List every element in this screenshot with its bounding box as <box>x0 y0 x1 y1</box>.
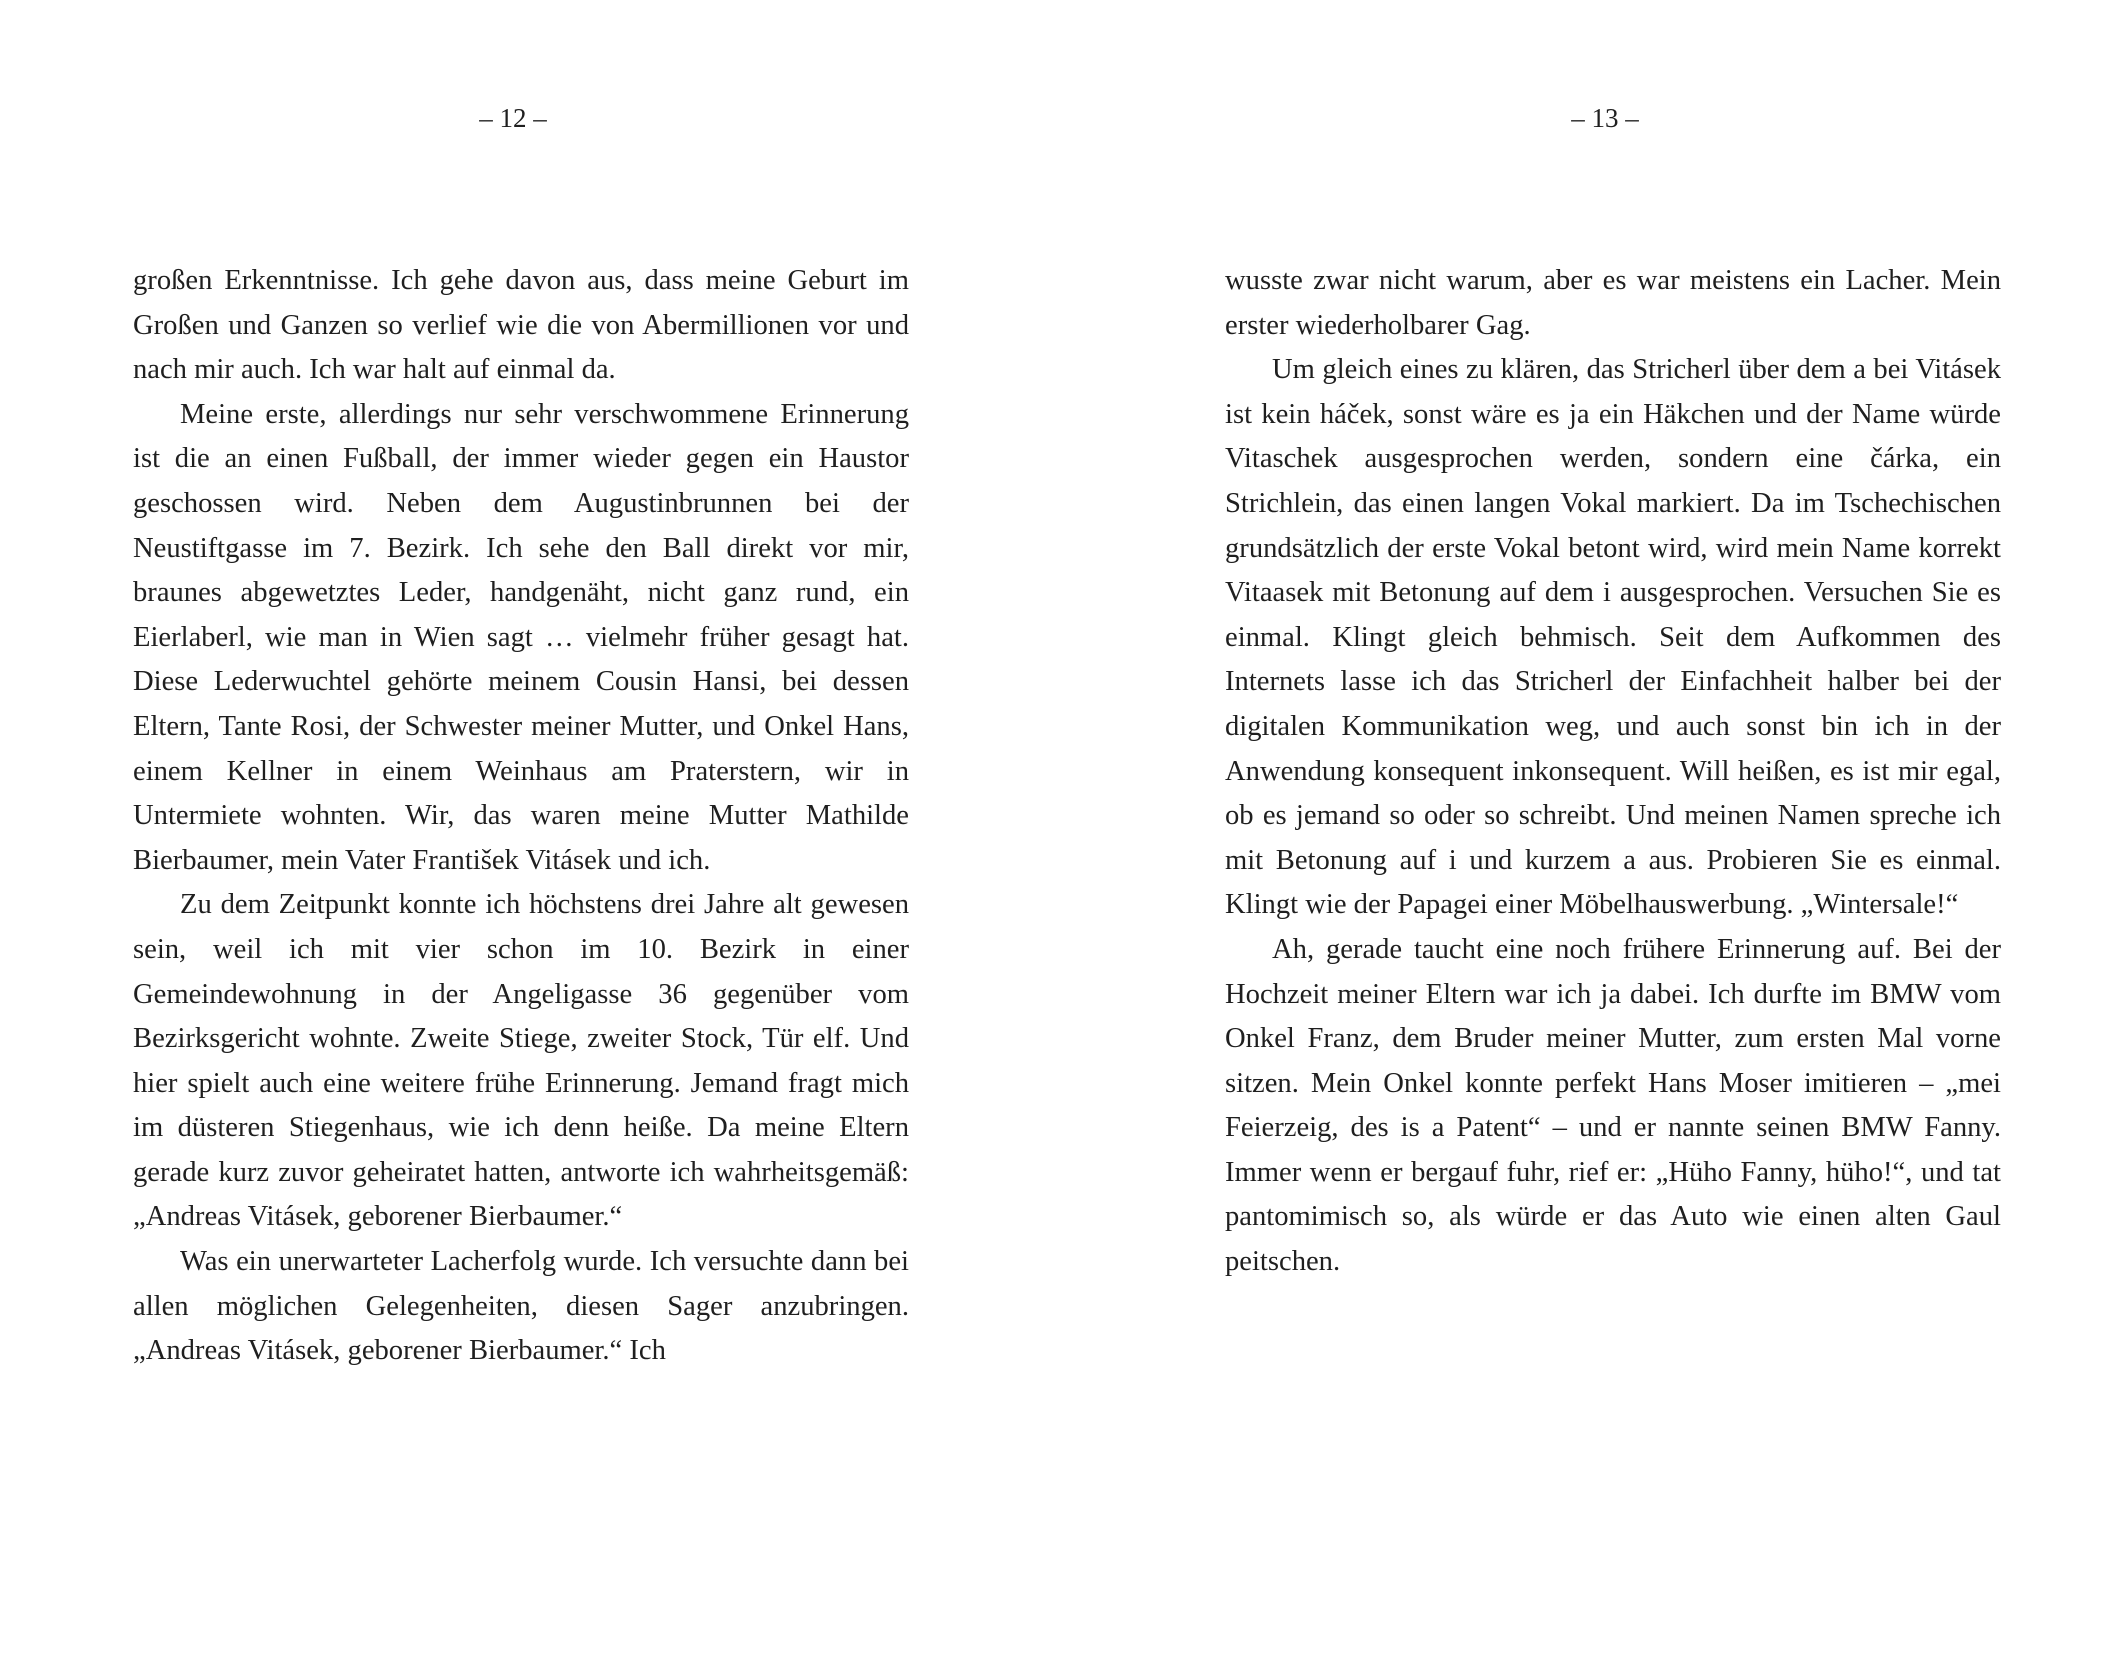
page-number-left: – 12 – <box>479 103 547 133</box>
right-page <box>1225 0 2001 1654</box>
paragraph: Zu dem Zeitpunkt konnte ich höchstens drei Jahre alt gewesen sein, weil ich mit vier schon im 10. Bezirk in einer Gemeindewohnung in der Angeligasse 36 gegenüber vom Bezirksgericht wohnte. Zweite Stiege, zweiter Stock, Tür elf. Und hier spielt auch eine weitere frühe Erinnerung. Jemand fragt mich im düsteren Stiegenhaus, wie ich denn heiße. Da meine Eltern gerade kurz zuvor geheiratet hatten, antworte ich wahrheitsgemäß: „Andreas Vitásek, geborener Bierbaumer.“ <box>133 889 909 1233</box>
left-page <box>133 0 909 1654</box>
paragraph: Was ein unerwarteter Lacherfolg wurde. Ich versuchte dann bei allen möglichen Gelegenheiten, diesen Sager anzubringen. „Andreas Vitásek, geborener Bierbaumer.“ Ich <box>133 1246 909 1367</box>
paragraph: Ah, gerade taucht eine noch frühere Erinnerung auf. Bei der Hochzeit meiner Eltern war ich ja dabei. Ich durfte im BMW vom Onkel Franz, dem Bruder meiner Mutter, zum ersten Mal vorne sitzen. Mein Onkel konnte perfekt Hans Moser imitieren – „mei Feierzeig, des is a Patent“ – und er nannte seinen BMW Fanny. Immer wenn er bergauf fuhr, rief er: „Hüho Fanny, hüho!“, und tat pantomimisch so, als würde er das Auto wie einen alten Gaul peitschen. <box>1225 933 2001 1278</box>
paragraph: wusste zwar nicht warum, aber es war meistens ein Lacher. Mein erster wiederholbarer Gag. <box>1225 265 2001 341</box>
paragraph: Um gleich eines zu klären, das Stricherl über dem a bei Vitásek ist kein háček, sonst wäre es ja ein Häkchen und der Name würde Vitaschek ausgesprochen werden, sondern eine čárka, ein Strichlein, das einen langen Vokal markiert. Da im Tschechischen grundsätzlich der erste Vokal betont wird, wird mein Name korrekt Vitaasek mit Betonung auf dem i ausgesprochen. Versuchen Sie es einmal. Klingt gleich behmisch. Seit dem Aufkommen des Internets lasse ich das Stricherl der Einfachheit halber bei der digitalen Kommunikation weg, und auch sonst bin ich in der Anwendung konsequent inkonsequent. Will heißen, es ist mir egal, ob es jemand so oder so schreibt. Und meinen Namen spreche ich mit Betonung auf i und kurzem a aus. Probieren Sie es einmal. Klingt wie der Papagei einer Möbelhauswerbung. „Wintersale!“ <box>1225 354 2001 921</box>
right-page-text <box>1225 259 2001 1285</box>
paragraph: großen Erkenntnisse. Ich gehe davon aus, dass meine Geburt im Großen und Ganzen so verlief wie die von Abermillionen vor und nach mir auch. Ich war halt auf einmal da. <box>133 265 909 386</box>
paragraph: Meine erste, allerdings nur sehr verschwommene Erinnerung ist die an einen Fußball, der immer wieder gegen ein Haustor geschossen wird. Neben dem Augustinbrunnen bei der Neustiftgasse im 7. Bezirk. Ich sehe den Ball direkt vor mir, braunes abgewetztes Leder, handgenäht, nicht ganz rund, ein Eierlaberl, wie man in Wien sagt … vielmehr früher gesagt hat. Diese Lederwuchtel gehörte meinem Cousin Hansi, bei dessen Eltern, Tante Rosi, der Schwester meiner Mutter, und Onkel Hans, einem Kellner in einem Weinhaus am Praterstern, wir in Untermiete wohnten. Wir, das waren meine Mutter Mathilde Bierbaumer, mein Vater František Vitásek und ich. <box>133 398 909 876</box>
page-number-right: – 13 – <box>1571 103 1639 133</box>
left-page-text <box>133 259 909 1374</box>
